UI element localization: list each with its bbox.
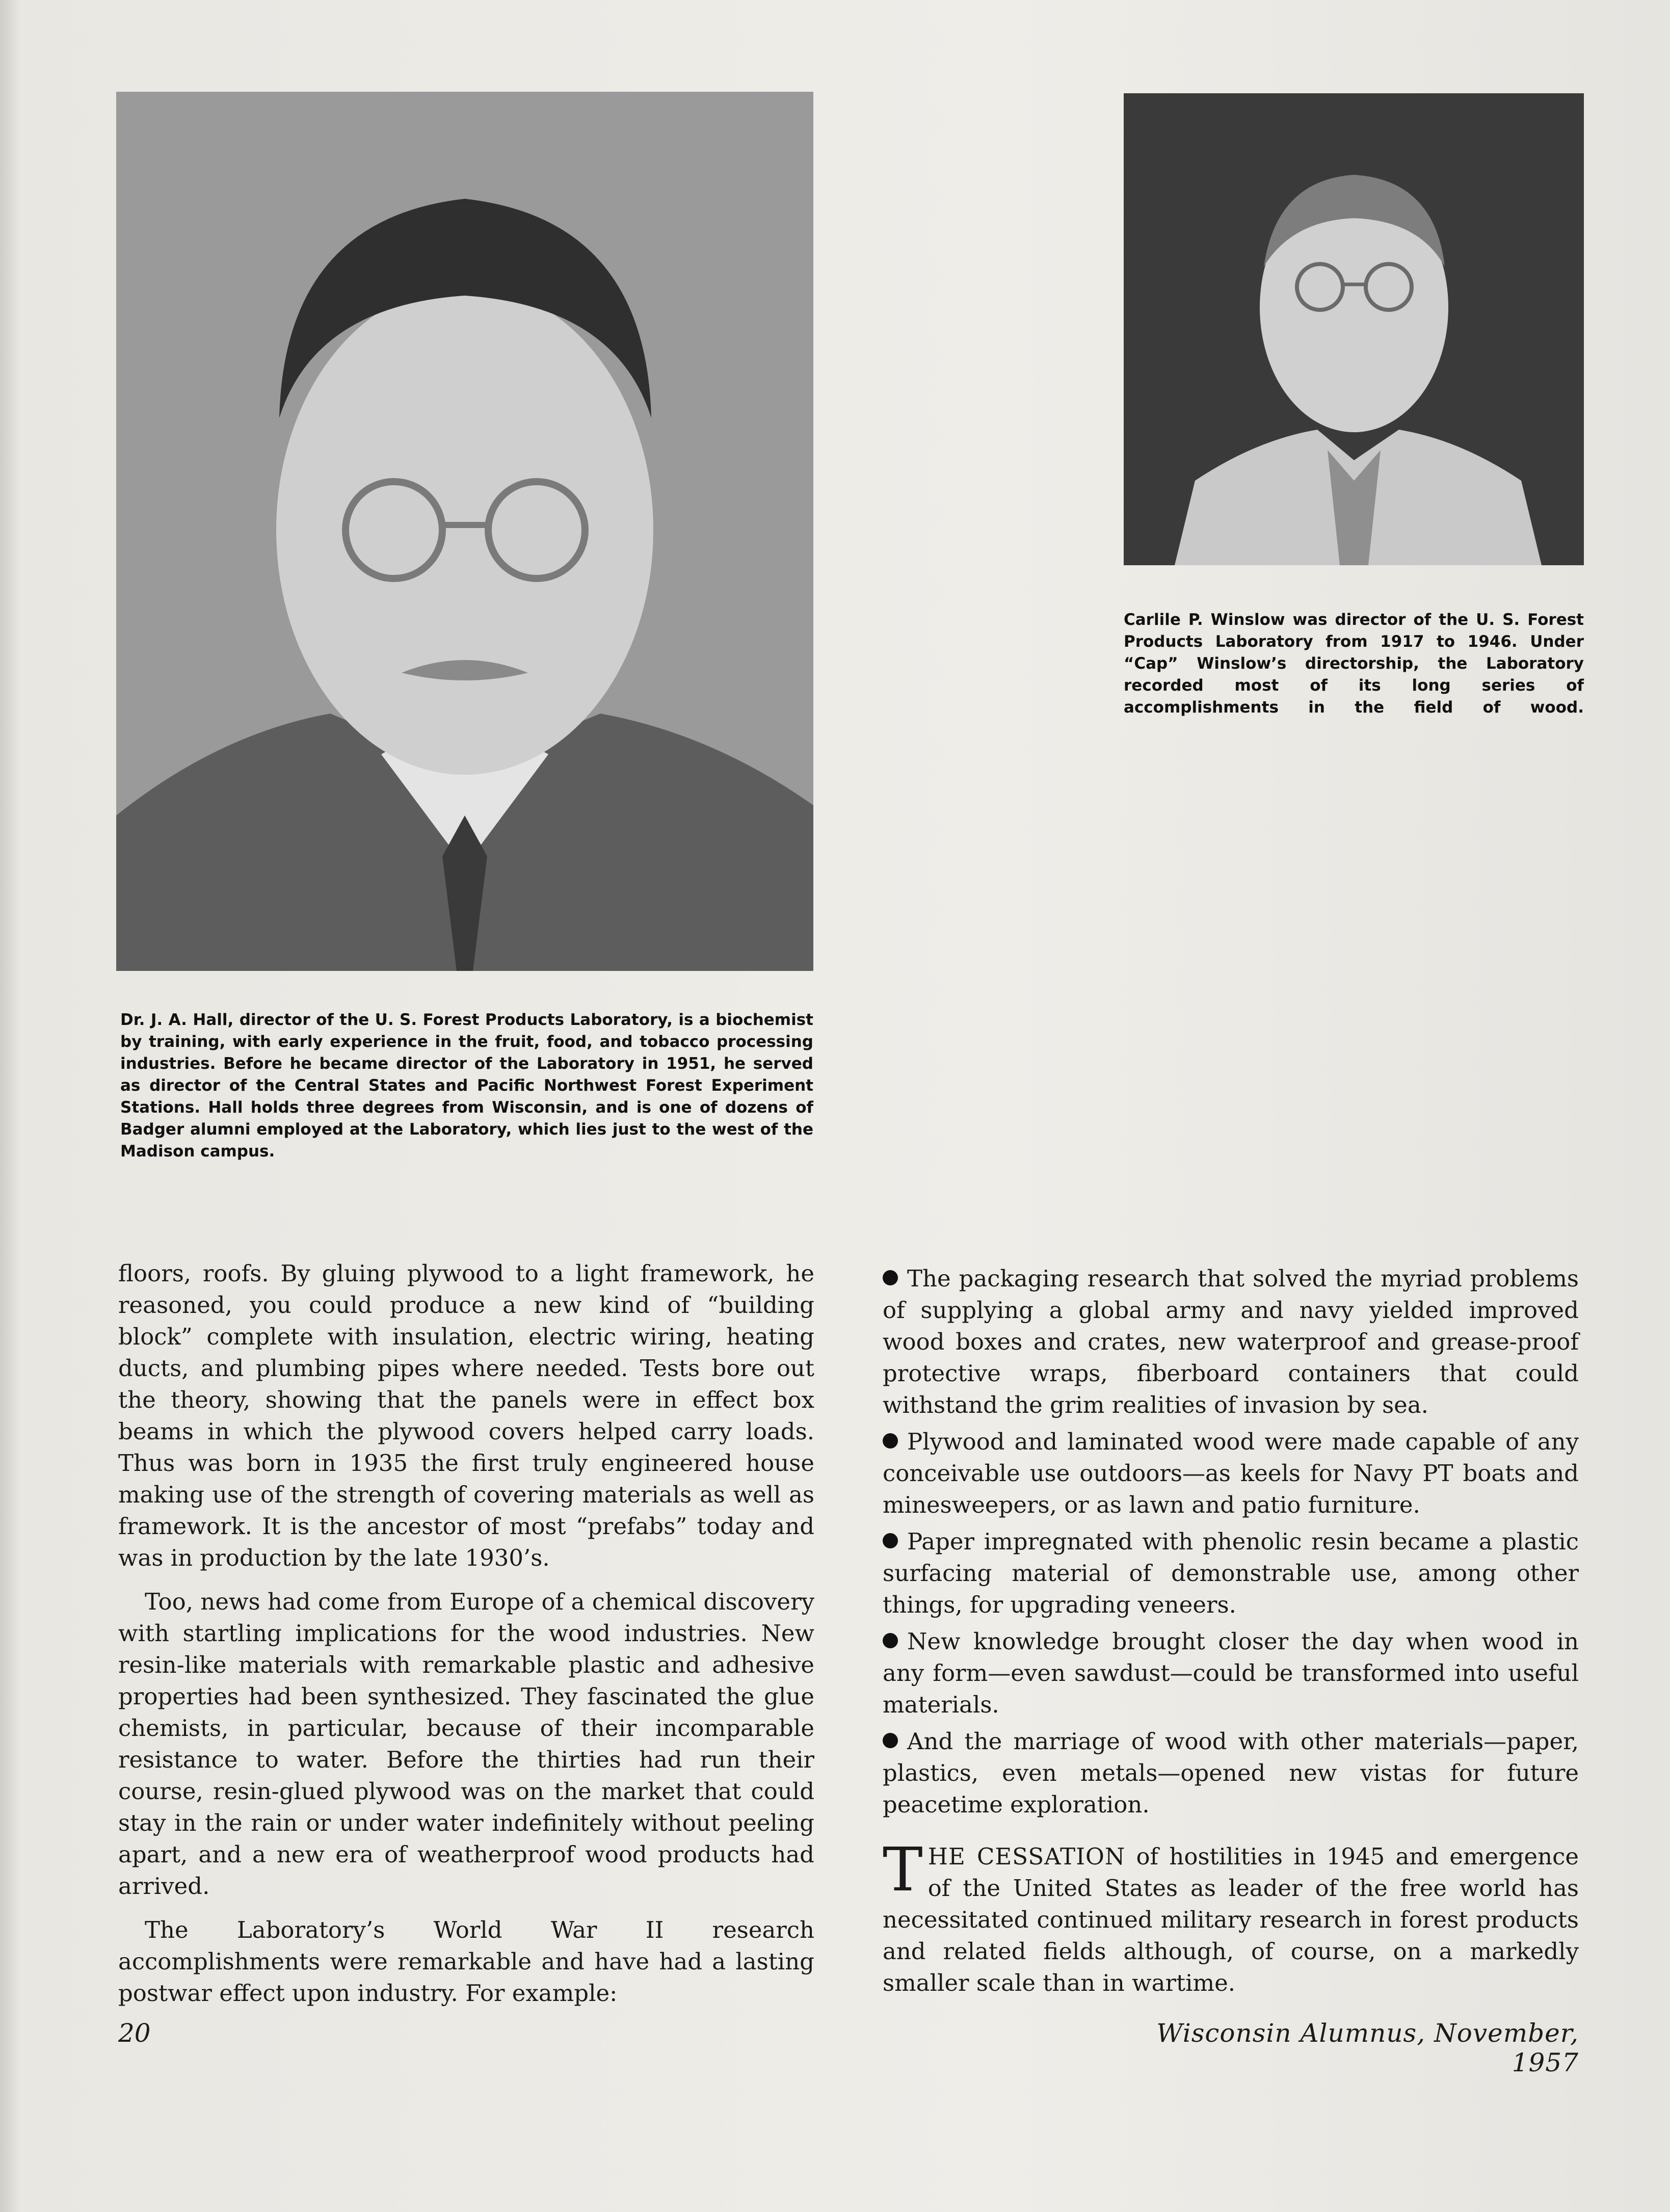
winslow-portrait-image — [1124, 93, 1584, 565]
winslow-portrait-photo — [1124, 93, 1584, 565]
paragraph: Too, news had come from Europe of a chemical discovery with startling implications for the wood industries. New resin-like materials with remarkable plastic and adhesive properties had been synthesized. They fascinated the glue chemists, in particular, because of their incomparable resistance to water. Before the thirties had run their course, resin-glued plywood was on the market that could stay in the rain or under water indefinitely without peeling apart, and a new era of weatherproof wood products had arrived. — [118, 1588, 814, 1900]
bullet-text: Paper impregnated with phenolic resin became a plastic surfacing material of demonstrable use, among other things, for upgrading veneers. — [883, 1528, 1579, 1618]
page-number: 20 — [118, 2018, 151, 2048]
right-text-column — [883, 1263, 1579, 2011]
bullet-item — [883, 1526, 1579, 1621]
drop-cap: T — [883, 1834, 923, 1905]
paragraph: The Laboratory’s World War II research accomplishments were remarkable and have had a lasting postwar effect upon industry. For example: — [118, 1916, 814, 2007]
bullet-item — [883, 1263, 1579, 1421]
paragraph: floors, roofs. By gluing plywood to a light framework, he reasoned, you could produce a new kind of “building block” complete with insulation, electric wiring, heating ducts, and plumbing pipes where needed. Tests bore out the theory, showing that the panels were in effect box beams in which the plywood covers helped carry loads. Thus was born in 1935 the first truly engineered house making use of the strength of covering materials as well as framework. It is the ancestor of most “prefabs” today and was in production by the late 1930’s. — [118, 1260, 814, 1571]
closing-lead: HE CESSATION — [927, 1843, 1126, 1870]
closing-text: of hostilities in 1945 and emergence of the United States as leader of the free world has necessitated continued military research in forest products and related fields although, of course, on a markedly smaller scale than in wartime. — [883, 1843, 1579, 1996]
bullet-text: Plywood and laminated wood were made capable of any conceivable use outdoors—as keels for Navy PT boats and minesweepers, or as lawn and patio furniture. — [883, 1428, 1579, 1518]
winslow-caption: Carlile P. Winslow was director of the U. S. Forest Products Laboratory from 1917 to 1946. Under “Cap” Winslow’s directorship, the Laboratory recorded most of its long series of accomplishments in the field of wood. — [1124, 611, 1584, 717]
bullet-icon — [883, 1533, 898, 1548]
bullet-text: And the marriage of wood with other materials—paper, plastics, even metals—opened new vistas for future peacetime exploration. — [883, 1728, 1579, 1818]
left-text-column — [118, 1258, 814, 2021]
hall-caption: Dr. J. A. Hall, director of the U. S. Forest Products Laboratory, is a biochemist by training, with early experience in the fruit, food, and tobacco processing industries. Before he became director of the Laboratory in 1951, he served as director of the Central States and Pacific Northwest Forest Experiment Stations. Hall holds three degrees from Wisconsin, and is one of dozens of Badger alumni employed at the Laboratory, which lies just to the west of the Madison campus. — [120, 1011, 813, 1161]
closing-paragraph — [883, 1834, 1579, 1999]
bullet-text: New knowledge brought closer the day when wood in any form—even sawdust—could be transformed into useful materials. — [883, 1628, 1579, 1718]
bullet-item — [883, 1626, 1579, 1721]
hall-portrait-image — [116, 92, 813, 971]
bullet-icon — [883, 1270, 898, 1285]
hall-portrait-photo — [116, 92, 813, 971]
bullet-item — [883, 1726, 1579, 1821]
bullet-icon — [883, 1633, 898, 1648]
bullet-item — [883, 1426, 1579, 1521]
publication-footer: Wisconsin Alumnus, November, 1957 — [1156, 2018, 1579, 2077]
bullet-text: The packaging research that solved the myriad problems of supplying a global army and navy yielded improved wood boxes and crates, new waterproof and grease-proof protective wraps, fiberboard containers that could withstand the grim realities of invasion by sea. — [883, 1265, 1579, 1418]
bullet-icon — [883, 1433, 898, 1449]
bullet-icon — [883, 1733, 898, 1748]
